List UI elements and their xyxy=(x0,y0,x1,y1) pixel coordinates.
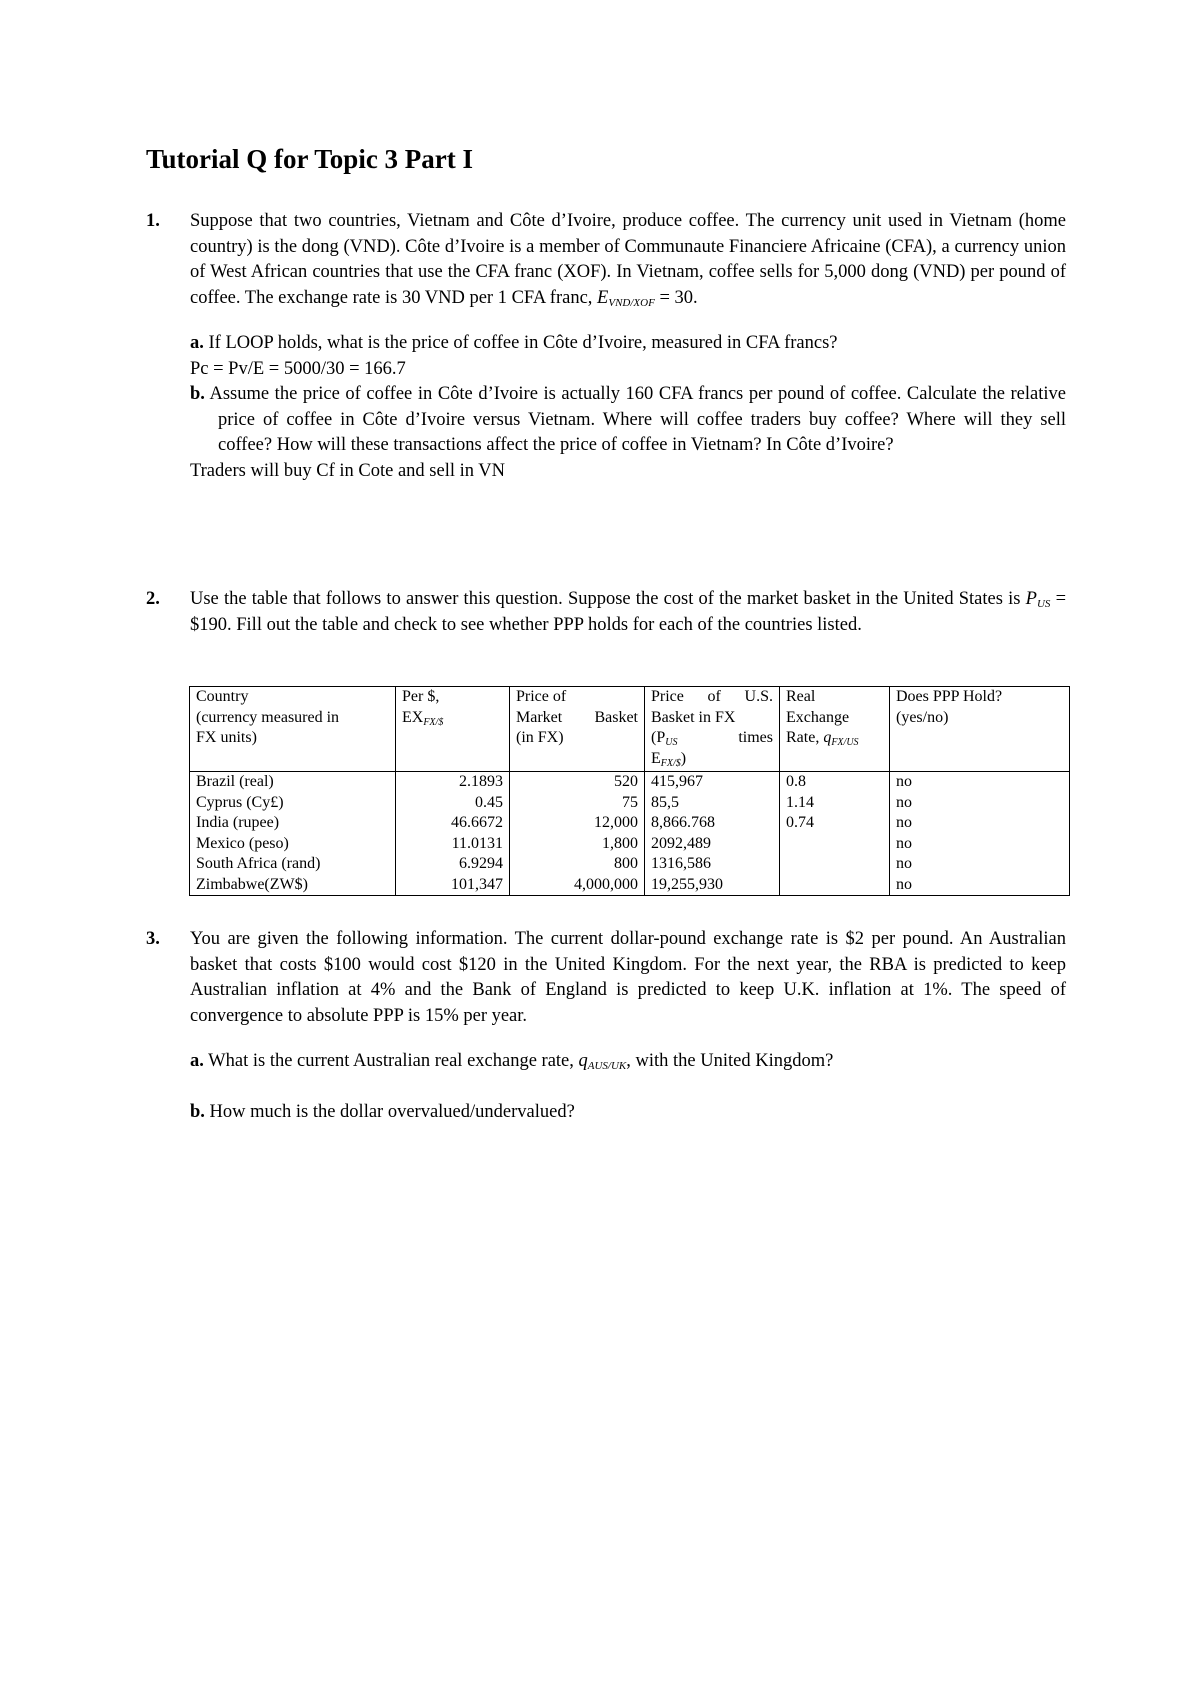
subquestion-a: a. What is the current Australian real exchange rate, $q_{AUS/UK}$, with the United Kingdom? xyxy=(190,1051,834,1072)
table-row: Cyprus (Cy£) 0.45 75 85,5 1.14 no xyxy=(190,793,1070,814)
subquestion-b: b. Assume the price of coffee in Côte d’Ivoire is actually 160 CFA francs per pound of coffee. Calculate the relative price of coffee in Côte d’Ivoire versus Vietnam. Where will coffee traders buy coffee? Where will they sell coffee? How will these transactions affect the price of coffee in Vietnam? In Côte d’Ivoire? Traders will buy Cf in Cote and sell in VN xyxy=(190,382,1066,484)
table-row: Zimbabwe(ZW$) 101,347 4,000,000 19,255,930 no xyxy=(190,875,1070,896)
question-number: 2. xyxy=(146,589,160,609)
table-row: India (rupee) 46.6672 12,000 8,866.768 0.74 no xyxy=(190,813,1070,834)
table-row: Brazil (real) 2.1893 520 415,967 0.8 no xyxy=(190,772,1070,793)
header-price-us-basket: Price of U.S. Basket in FX (PUS times EFX/$) xyxy=(645,687,780,772)
table-row: South Africa (rand) 6.9294 800 1316,586 no xyxy=(190,854,1070,875)
header-real-exchange-rate: Real Exchange Rate, qFX/US xyxy=(780,687,890,772)
question-number: 1. xyxy=(146,211,160,231)
answer-b: Traders will buy Cf in Cote and sell in VN xyxy=(190,460,506,481)
question-number: 3. xyxy=(146,929,160,949)
subquestion-a: a. If LOOP holds, what is the price of coffee in Côte d’Ivoire, measured in CFA francs? Pc = Pv/E = 5000/30 = 166.7 xyxy=(190,331,1066,382)
table-row: Mexico (peso) 11.0131 1,800 2092,489 no xyxy=(190,834,1070,855)
question-2 xyxy=(146,587,1066,638)
question-text: Suppose that two countries, Vietnam and Côte d’Ivoire, produce coffee. The currency unit used in Vietnam (home country) is the dong (VND). Côte d’Ivoire is a member of Communaute Financiere Africaine (CFA), a currency union of West African countries that use the CFA franc (XOF). In Vietnam, coffee sells for 5,000 dong (VND) per pound of coffee. The exchange rate is 30 VND per 1 CFA franc, $E_{VND/XOF} = 30$. xyxy=(190,211,1066,309)
header-ppp-hold: Does PPP Hold? (yes/no) xyxy=(890,687,1070,772)
header-per-dollar: Per $, EXFX/$ xyxy=(396,687,510,772)
ppp-table xyxy=(189,686,1070,896)
page-title: Tutorial Q for Topic 3 Part I xyxy=(146,144,474,174)
question-1 xyxy=(146,209,1066,484)
header-price-market-basket: Price of Market Basket (in FX) xyxy=(510,687,645,772)
question-3 xyxy=(146,927,1066,1125)
subquestion-b: b. How much is the dollar overvalued/undervalued? xyxy=(190,1101,575,1122)
question-text: You are given the following information. The current dollar-pound exchange rate is $2 per pound. An Australian basket that costs $100 would cost $120 in the United Kingdom. For the next year, the RBA is predicted to keep Australian inflation at 4% and the Bank of England is predicted to keep U.K. inflation at 1%. The speed of convergence to absolute PPP is 15% per year. xyxy=(190,929,1066,1026)
header-country: Country (currency measured in FX units) xyxy=(190,687,396,772)
answer-a: Pc = Pv/E = 5000/30 = 166.7 xyxy=(190,358,406,379)
question-text: Use the table that follows to answer this question. Suppose the cost of the market basket in the United States is $P_{US}$ = $190. Fill out the table and check to see whether PPP holds for each of the countries listed. xyxy=(190,589,1066,635)
table-header-row xyxy=(190,687,1070,772)
math-symbol: E xyxy=(597,287,609,308)
